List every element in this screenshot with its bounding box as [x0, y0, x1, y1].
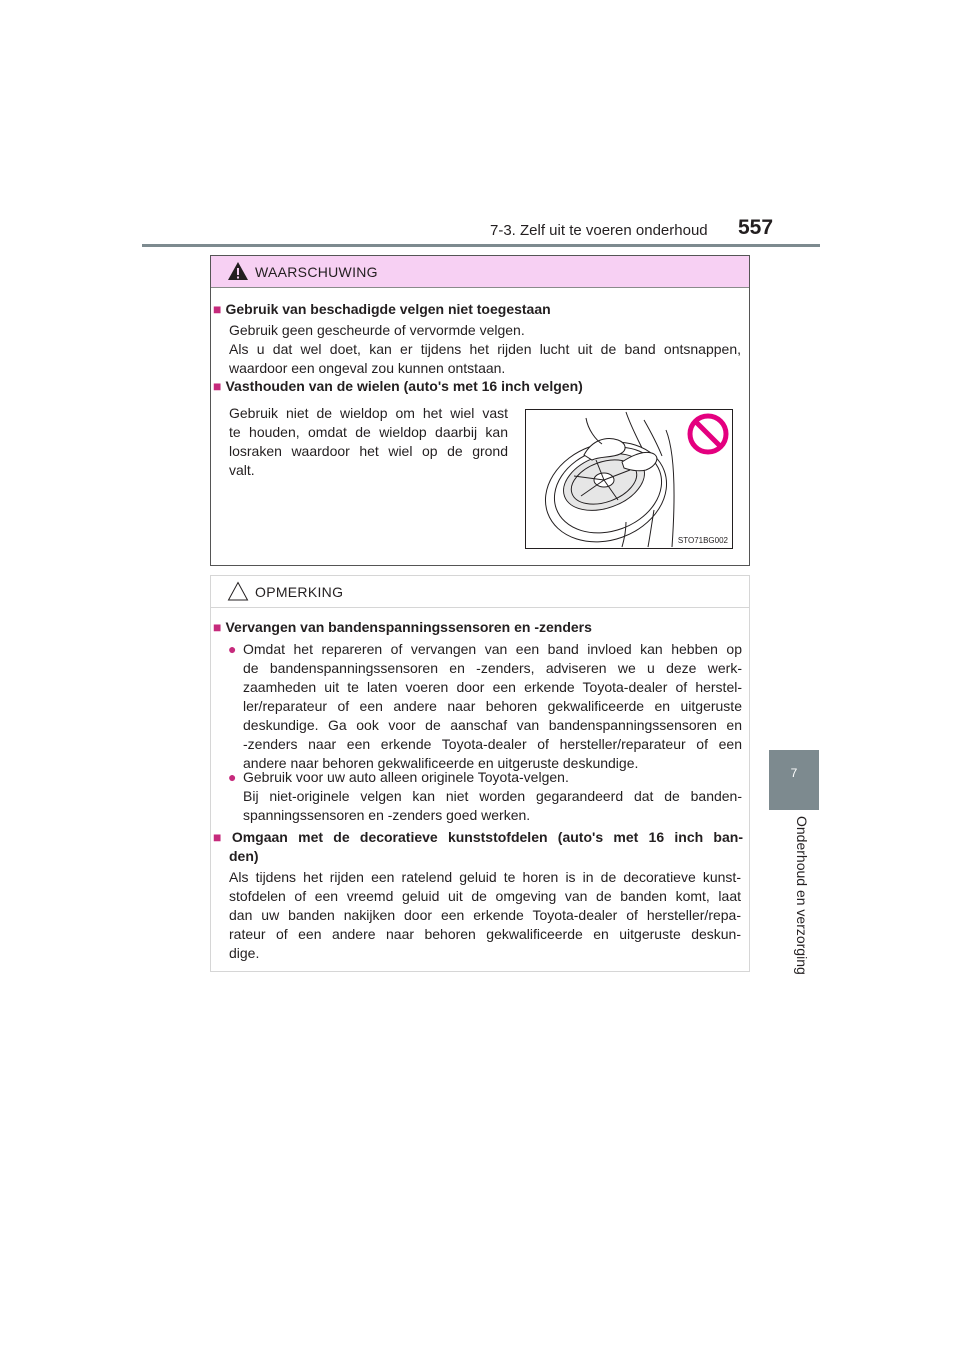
note-header: [211, 576, 749, 608]
note-title: OPMERKING: [255, 584, 344, 600]
note-bullet-1: Omdat het repareren of vervangen van een band invloed kan hebben op de bandenspanningssensoren en -zenders, adviseren we u deze werk- zaamheden uit te laten voeren door een erkende Toyota-dealer of herstel- ler/reparateur of een andere naar behoren gekwalificeerde en uitgeruste deskundige. Ga ook voor de aanschaf van bandenspanningssensoren en -zenders naar een erkende Toyota-dealer of hersteller/reparateur of een andere naar behoren gekwalificeerde en uitgeruste deskundige.: [243, 641, 742, 771]
header-rule: [142, 244, 820, 247]
caution-triangle-icon: [227, 581, 249, 601]
warning-heading-1: ■ Gebruik van beschadigde velgen niet toegestaan: [213, 301, 551, 317]
warning-heading-2: ■ Vasthouden van de wielen (auto's met 16 inch velgen): [213, 378, 583, 394]
warning-header: [211, 256, 749, 288]
section-title: 7-3. Zelf uit te voeren onderhoud: [490, 222, 708, 239]
warning-triangle-icon: [227, 261, 249, 281]
page-number: 557: [738, 216, 774, 239]
prohibited-icon: [686, 412, 730, 456]
square-bullet-icon: ■: [213, 378, 222, 394]
note-bullet-2: Gebruik voor uw auto alleen originele Toyota-velgen. Bij niet-originele velgen kan niet worden gegarandeerd dat de banden- spanningssensoren en -zenders goed werken.: [243, 769, 742, 823]
square-bullet-icon: ■: [213, 619, 222, 635]
note-text-2: Als tijdens het rijden een ratelend geluid te horen is in de decoratieve kunst- stofdelen of een vreemd geluid uit de omgeving van de banden komt, laat dan uw banden nakijken door een erkende Toyota-dealer of hersteller/repa- rateur of een andere naar behoren gekwalificeerde en uitgeruste deskun- dige.: [229, 869, 741, 961]
square-bullet-icon: ■: [213, 829, 228, 845]
circle-bullet-icon: ●: [228, 769, 237, 785]
figure-code: STO71BG002: [677, 536, 728, 545]
note-heading-1: ■ Vervangen van bandenspanningssensoren en -zenders: [213, 619, 592, 635]
wheel-illustration: [525, 409, 733, 549]
warning-text-2: Gebruik niet de wieldop om het wiel vast te houden, omdat de wieldop daarbij kan losraken waardoor het wiel op de grond valt.: [229, 405, 508, 478]
warning-text-1: Gebruik geen gescheurde of vervormde velgen. Als u dat wel doet, kan er tijdens het rijden lucht uit de band ontsnappen, waardoor een ongeval zou kunnen ontstaan.: [229, 322, 741, 376]
chapter-number: 7: [790, 766, 798, 780]
chapter-tab: [769, 750, 819, 810]
circle-bullet-icon: ●: [228, 641, 237, 657]
warning-title: WAARSCHUWING: [255, 264, 378, 280]
note-heading-2: ■ Omgaan met de decoratieve kunststofdelen (auto's met 16 inch ban- den): [213, 829, 743, 864]
chapter-label: Onderhoud en verzorging: [794, 816, 810, 975]
square-bullet-icon: ■: [213, 301, 222, 317]
